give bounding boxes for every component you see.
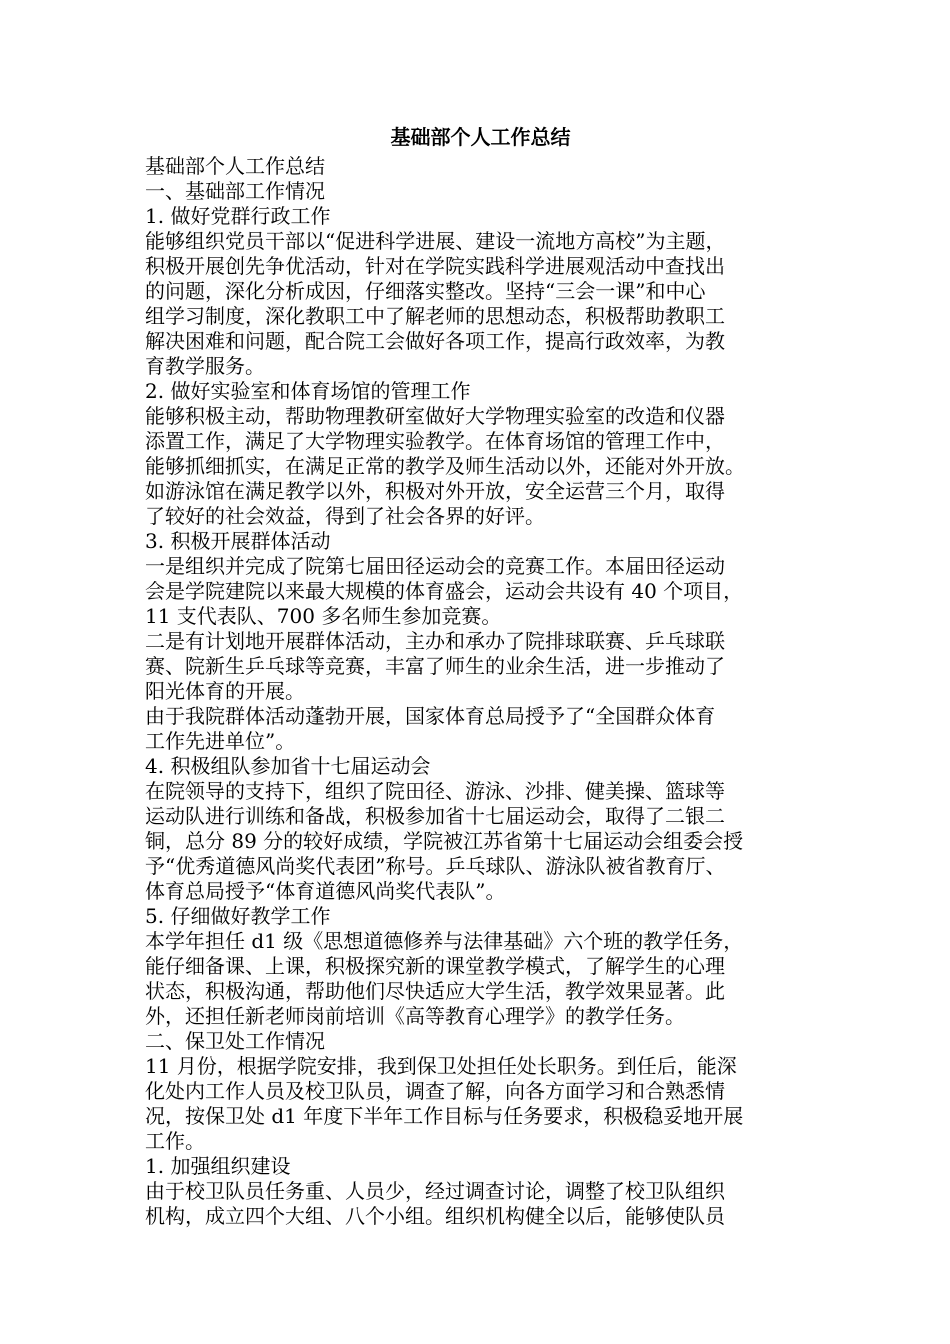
text-line: 解决困难和问题，配合院工会做好各项工作，提高行政效率，为教	[145, 329, 725, 353]
text-line: 能仔细备课、上课，积极探究新的课堂教学模式，了解学生的心理	[145, 954, 725, 978]
text-line: 1. 做好党群行政工作	[145, 204, 331, 228]
text-line: 二、保卫处工作情况	[145, 1029, 325, 1053]
text-line: 由于我院群体活动蓬勃开展，国家体育总局授予了“全国群众体育	[145, 704, 716, 728]
text-line: 况，按保卫处 d1 年度下半年工作目标与任务要求，积极稳妥地开展	[145, 1104, 744, 1128]
text-line: 赛、院新生乒乓球等竞赛，丰富了师生的业余生活，进一步推动了	[145, 654, 725, 678]
text-line: 在院领导的支持下，组织了院田径、游泳、沙排、健美操、篮球等	[145, 779, 725, 803]
text-line: 予“优秀道德风尚奖代表团”称号。乒乓球队、游泳队被省教育厅、	[145, 854, 726, 878]
text-line: 4. 积极组队参加省十七届运动会	[145, 754, 431, 778]
text-line: 如游泳馆在满足教学以外，积极对外开放，安全运营三个月，取得	[145, 479, 725, 503]
text-line: 3. 积极开展群体活动	[145, 529, 331, 553]
document-title: 基础部个人工作总结	[390, 125, 571, 149]
text-line: 化处内工作人员及校卫队员，调查了解，向各方面学习和合熟悉情	[145, 1079, 725, 1103]
text-line: 2. 做好实验室和体育场馆的管理工作	[145, 379, 471, 403]
text-line: 1. 加强组织建设	[145, 1154, 291, 1178]
text-line: 5. 仔细做好教学工作	[145, 904, 331, 928]
text-line: 一、基础部工作情况	[145, 179, 325, 203]
text-line: 能够积极主动，帮助物理教研室做好大学物理实验室的改造和仪器	[145, 404, 725, 428]
text-line: 基础部个人工作总结	[145, 154, 325, 178]
text-line: 添置工作，满足了大学物理实验教学。在体育场馆的管理工作中，	[145, 429, 725, 453]
text-line: 二是有计划地开展群体活动，主办和承办了院排球联赛、乒乓球联	[145, 629, 725, 653]
text-line: 一是组织并完成了院第七届田径运动会的竞赛工作。本届田径运动	[145, 554, 725, 578]
text-line: 由于校卫队员任务重、人员少，经过调查讨论，调整了校卫队组织	[145, 1179, 725, 1203]
document-page	[145, 120, 810, 1229]
document-body	[145, 154, 810, 1229]
text-line: 11 月份，根据学院安排，我到保卫处担任处长职务。到任后，能深	[145, 1054, 737, 1078]
text-line: 阳光体育的开展。	[145, 679, 305, 703]
text-line: 了较好的社会效益，得到了社会各界的好评。	[145, 504, 545, 528]
text-line: 能够抓细抓实，在满足正常的教学及师生活动以外，还能对外开放。	[145, 454, 745, 478]
text-line: 本学年担任 d1 级《思想道德修养与法律基础》六个班的教学任务，	[145, 929, 744, 953]
text-line: 外，还担任新老师岗前培训《高等教育心理学》的教学任务。	[145, 1004, 685, 1028]
text-line: 工作。	[145, 1129, 205, 1153]
text-line: 会是学院建院以来最大规模的体育盛会，运动会共设有 40 个项目，	[145, 579, 744, 603]
text-line: 能够组织党员干部以“促进科学进展、建设一流地方高校”为主题，	[145, 229, 726, 253]
text-line: 机构，成立四个大组、八个小组。组织机构健全以后，能够使队员	[145, 1204, 725, 1228]
text-line: 铜，总分 89 分的较好成绩，学院被江苏省第十七届运动会组委会授	[145, 829, 744, 853]
text-line: 状态，积极沟通，帮助他们尽快适应大学生活，教学效果显著。此	[145, 979, 725, 1003]
text-line: 组学习制度，深化教职工中了解老师的思想动态，积极帮助教职工	[145, 304, 725, 328]
text-line: 工作先进单位”。	[145, 729, 296, 753]
text-line: 积极开展创先争优活动，针对在学院实践科学进展观活动中查找出	[145, 254, 725, 278]
text-line: 育教学服务。	[145, 354, 265, 378]
text-line: 运动队进行训练和备战，积极参加省十七届运动会，取得了二银二	[145, 804, 725, 828]
text-line: 的问题，深化分析成因，仔细落实整改。坚持“三会一课”和中心	[145, 279, 706, 303]
text-line: 11 支代表队、700 多名师生参加竞赛。	[145, 604, 502, 628]
text-line: 体育总局授予“体育道德风尚奖代表队”。	[145, 879, 506, 903]
